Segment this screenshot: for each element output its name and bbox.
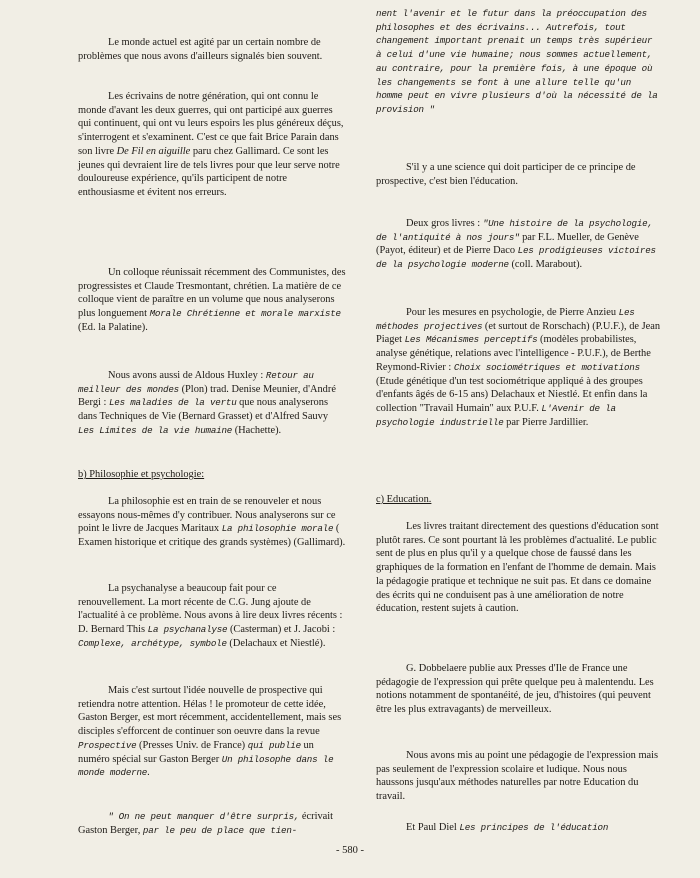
paragraph-prospective (78, 684, 346, 780)
text-run: (et surtout de Rorschach) (P.U.F.), de Jean Piaget (376, 320, 661, 346)
paragraph-diel (376, 821, 662, 835)
paragraph-text: S'il y a une science qui doit participer de ce principe de prospective, c'est bien l'éducation. (376, 162, 636, 187)
paragraph-text: G. Dobbelaere publie aux Presses d'Ile de France une pédagogie de l'expression qui prête quelque peu à malentendu. Les notions notamment de spontanéité, de jeu, d'histoires (qui peuvent être les plus extravagants) de merveilleux. (376, 663, 654, 716)
paragraph-huxley (78, 369, 346, 438)
book-title: De Fil en aiguille (116, 145, 191, 157)
book-title: Les Limites de la vie humaine (78, 424, 233, 436)
journal-title: Prospective (78, 739, 137, 751)
text-run: (modèles probabilistes, analyse génétique, relations avec l'intelligence - P.U.F.), de Berthe Reymond-Rivier : (376, 334, 651, 373)
paragraph-measures (376, 306, 662, 429)
paragraph-colloquium (78, 266, 346, 335)
text-run: Un colloque réunissait récemment des Communistes, des progressistes et Claude Tresmontant, chrétien. La matière de ce colloque vient de paraître en un volume que nous analyserons plus longuement (78, 267, 346, 320)
book-title: L'Avenir de la psychologie industrielle (376, 402, 616, 428)
text-run: (Presses Univ. de France) (136, 739, 248, 751)
text-run: ( Examen historique et critique des grands systèmes) (Gallimard). (78, 523, 346, 549)
paragraph-writers (78, 90, 346, 200)
paragraph-science-education (376, 161, 662, 188)
text-run: paru chez Gallimard. Ce sont les jeunes qui devraient lire de tels livres pour que leur serve notre douloureuse expérience, qu'ils participent de notre enthousiasme et évitent nos erreurs. (78, 145, 340, 198)
book-title: Choix sociométriques et motivations (453, 361, 640, 373)
paragraph-text: Le monde actuel est agité par un certain nombre de problèmes que nous avons d'ailleurs signalés bien souvent. (78, 37, 323, 62)
book-title: Les Mécanismes perceptifs (404, 334, 538, 346)
text-run: (Ed. la Palatine). (78, 321, 148, 333)
quote-text: " On ne peut manquer d'être surpris, (108, 811, 300, 822)
quote-text: nent l'avenir et le futur dans la préoccupation des philosophes et des écrivains... Autrefois, tout changement important prenait un temps très supérieur à celui d'une vie humaine; nous sommes actuellement, au contraire, pour la première fois, à une époque où les changements se font à une allure telle qu'un homme peut en vivre plusieurs d'où la nécessité de la provision " (376, 8, 658, 115)
text-run: Et Paul Diel (406, 822, 460, 833)
text-run: (Delachaux et Niestlé). (226, 637, 326, 649)
paragraph-philosophy (78, 495, 346, 550)
paragraph-dobbelaere (376, 662, 662, 717)
text-run: un numéro spécial sur Gaston Berger (78, 739, 314, 765)
paragraph-world-agitated (78, 36, 346, 63)
section-heading-philosophy (78, 468, 346, 482)
book-title: Les méthodes projectives (376, 307, 635, 332)
book-title: Les maladies de la vertu (108, 397, 237, 409)
page-number: - 580 - (336, 845, 364, 856)
text-run: La psychanalyse a beaucoup fait pour ce renouvellement. La mort récente de C.G. Jung ajoute de l'actualité à ce problème. Nous avons à lire deux livres récents : D. Bernard This (78, 583, 343, 636)
book-title: La psychanalyse (147, 624, 228, 636)
text-run: écrivait Gaston Berger, (78, 811, 334, 836)
text-run: (Casterman) et J. Jacobi : (227, 624, 336, 636)
quote-text: par le peu de place que tien- (142, 824, 297, 836)
text-run: La philosophie est en train de se renouveler et nous essayons nous-mêmes d'y contribuer. Nous analyserons sur ce point le livre de Jacques Maritaux (78, 496, 336, 535)
text-run: Nous avons aussi de Aldous Huxley : (108, 370, 266, 381)
text-run: Mais c'est surtout l'idée nouvelle de prospective qui retiendra notre attention. Hélas ! le promoteur de cette idée, Gaston Berger, est mort récemment, accidentellement, mais ses disciples s'efforcent de continuer son oeuvre dans la revue (78, 685, 342, 738)
text-run: Pour les mesures en psychologie, de Pierre Anzieu (406, 307, 619, 318)
text-run: (Hachette). (232, 424, 282, 436)
book-title: "Une histoire de la psychologie, de l'antiquité à nos jours" (376, 218, 653, 243)
book-title: Complexe, archétype, symbole (78, 637, 227, 649)
text-run: (Etude génétique d'un test sociométrique appliqué à des groupes d'enfants âgés de 6-15 ans) Delachaux et Niestlé. Et enfin dans la collection "Travail Humain" aux P.U.F. (376, 375, 648, 414)
emphasis-text: qui publie (247, 739, 301, 751)
paragraph-two-books (376, 217, 662, 272)
paragraph-quote-continuation (376, 7, 662, 117)
book-title: Retour au meilleur des mondes (78, 370, 314, 395)
paragraph-text: Les livres traitant directement des questions d'éducation sont plutôt rares. Ce sont pourtant là les problèmes d'actualité. Le public sent de plus en plus qu'il y a quelque chose de faussé dans les graphiques de la formation en l'enfant de l'homme de demain. Mais la pédagogie pratique et technique ne suit pas. Et dans ce domaine des écrits qui ne conduisent pas à une amélioration de notre éducation, restent sujets à caution. (376, 521, 659, 615)
book-title: Un philosophe dans le monde moderne (78, 753, 334, 779)
book-title: Les principes de l'éducation (459, 822, 609, 833)
text-run: Les écrivains de notre génération, qui ont connu le monde d'avant les deux guerres, qui ont participé aux guerres qui continuent, qui ont vu leurs espoirs les plus généreux déçus, s'interrogent et s'examinent. C'est ce que fait Brice Parain dans son livre (78, 91, 344, 157)
text-run: . (147, 767, 150, 779)
text-run: par F.L. Mueller, de Genève (Payot, éditeur) et de Pierre Daco (376, 231, 639, 257)
heading-text: b) Philosophie et psychologie: (78, 469, 205, 480)
book-title: La philosophie morale (221, 523, 334, 535)
paragraph-education-books (376, 520, 662, 616)
paragraph-our-pedagogy (376, 749, 662, 804)
text-run: que nous analyserons dans Techniques de Vie (Bernard Grasset) et d'Alfred Sauvy (78, 397, 329, 423)
paragraph-berger-quote (78, 810, 346, 837)
paragraph-text: Nous avons mis au point une pédagogie de l'expression mais pas seulement de l'expression scolaire et ludique. Nous nous haussons jusqu'aux méthodes naturelles par notre Education du travail. (376, 750, 659, 803)
text-run: Deux gros livres : (406, 218, 483, 229)
section-heading-education (376, 493, 662, 507)
book-title: Morale Chrétienne et morale marxiste (149, 308, 341, 320)
paragraph-psychoanalysis (78, 582, 346, 651)
book-title: Les prodigieuses victoires de la psychologie moderne (376, 245, 656, 271)
heading-text: c) Education. (376, 494, 432, 505)
text-run: par Pierre Jardillier. (503, 416, 589, 428)
text-run: (coll. Marabout). (508, 259, 583, 271)
text-run: (Plon) trad. Denise Meunier, d'André Bergi : (78, 383, 336, 409)
